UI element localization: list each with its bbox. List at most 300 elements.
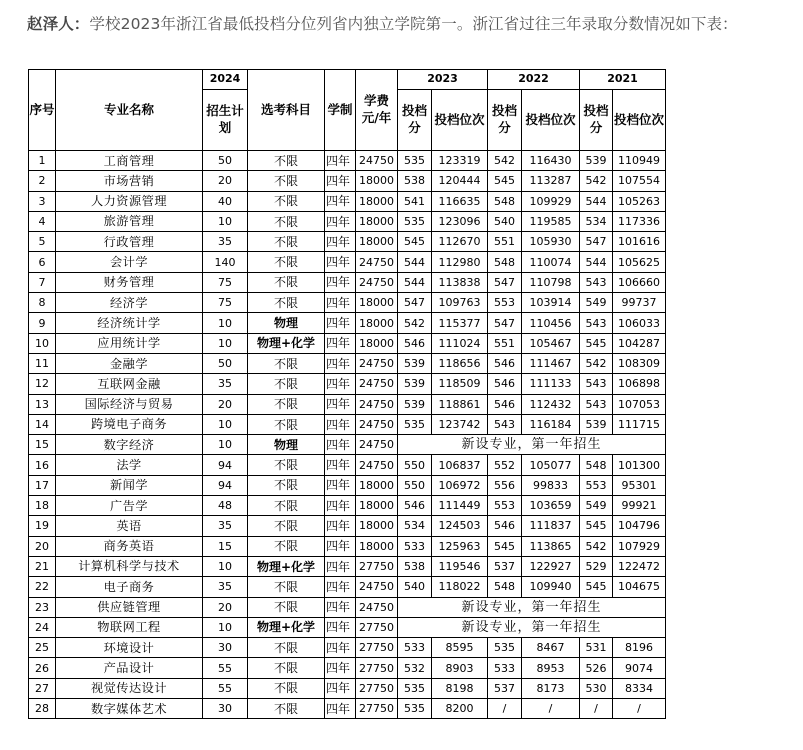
table-row: [29, 435, 666, 455]
major-name: 应用统计学: [56, 333, 203, 353]
rank-2021: 101616: [613, 232, 666, 252]
table-row: [29, 699, 666, 719]
score-2023: 535: [398, 151, 432, 171]
major-name: 财务管理: [56, 272, 203, 292]
rank-2023: 116635: [432, 191, 488, 211]
rank-2022: 116184: [522, 414, 580, 434]
duration: 四年: [325, 191, 356, 211]
major-name: 市场营销: [56, 171, 203, 191]
score-2021: 539: [580, 151, 613, 171]
rank-2023: 8200: [432, 699, 488, 719]
subject-requirement: 不限: [248, 678, 325, 698]
score-2021: 539: [580, 414, 613, 434]
major-name: 视觉传达设计: [56, 678, 203, 698]
rank-2021: 122472: [613, 556, 666, 576]
duration: 四年: [325, 536, 356, 556]
rank-2021: 106898: [613, 374, 666, 394]
table-row: [29, 252, 666, 272]
rank-2022: 110456: [522, 313, 580, 333]
rank-2023: 118022: [432, 577, 488, 597]
row-number: 20: [29, 536, 56, 556]
row-number: 10: [29, 333, 56, 353]
plan-count: 75: [203, 272, 248, 292]
rank-2021: 106033: [613, 313, 666, 333]
major-name: 环境设计: [56, 638, 203, 658]
row-number: 14: [29, 414, 56, 434]
score-2023: 546: [398, 333, 432, 353]
header-year-2021: 2021: [580, 70, 666, 90]
plan-count: 10: [203, 313, 248, 333]
table-row: [29, 536, 666, 556]
table-row: [29, 678, 666, 698]
score-2021: 545: [580, 577, 613, 597]
score-2023: 541: [398, 191, 432, 211]
rank-2023: 123319: [432, 151, 488, 171]
major-name: 经济统计学: [56, 313, 203, 333]
score-2022: 546: [488, 374, 522, 394]
plan-count: 15: [203, 536, 248, 556]
subject-requirement: 不限: [248, 577, 325, 597]
row-number: 8: [29, 293, 56, 313]
duration: 四年: [325, 414, 356, 434]
rank-2022: 111133: [522, 374, 580, 394]
score-2021: 549: [580, 496, 613, 516]
rank-2023: 123096: [432, 211, 488, 231]
tuition-fee: 18000: [356, 211, 398, 231]
rank-2022: /: [522, 699, 580, 719]
subject-requirement: 不限: [248, 536, 325, 556]
row-number: 9: [29, 313, 56, 333]
major-name: 会计学: [56, 252, 203, 272]
row-number: 23: [29, 597, 56, 617]
major-name: 人力资源管理: [56, 191, 203, 211]
rank-2022: 113287: [522, 171, 580, 191]
duration: 四年: [325, 516, 356, 536]
score-2022: 553: [488, 496, 522, 516]
header-score-2021: 投档分: [580, 90, 613, 151]
major-name: 广告学: [56, 496, 203, 516]
admission-score-table: [28, 69, 666, 719]
major-name: 新闻学: [56, 475, 203, 495]
score-2022: 540: [488, 211, 522, 231]
plan-count: 55: [203, 658, 248, 678]
row-number: 26: [29, 658, 56, 678]
row-number: 15: [29, 435, 56, 455]
header-fee: 学费元/年: [356, 70, 398, 151]
major-name: 数字媒体艺术: [56, 699, 203, 719]
score-2022: 553: [488, 293, 522, 313]
subject-requirement: 不限: [248, 374, 325, 394]
subject-requirement: 不限: [248, 252, 325, 272]
score-2021: 544: [580, 191, 613, 211]
tuition-fee: 27750: [356, 658, 398, 678]
row-number: 22: [29, 577, 56, 597]
row-number: 6: [29, 252, 56, 272]
rank-2022: 103914: [522, 293, 580, 313]
rank-2023: 8595: [432, 638, 488, 658]
score-2022: 547: [488, 272, 522, 292]
rank-2022: 109940: [522, 577, 580, 597]
row-number: 13: [29, 394, 56, 414]
rank-2021: 107929: [613, 536, 666, 556]
major-name: 数字经济: [56, 435, 203, 455]
tuition-fee: 24750: [356, 455, 398, 475]
row-number: 12: [29, 374, 56, 394]
duration: 四年: [325, 597, 356, 617]
score-2022: 551: [488, 232, 522, 252]
rank-2021: 105625: [613, 252, 666, 272]
tuition-fee: 18000: [356, 171, 398, 191]
score-2022: 551: [488, 333, 522, 353]
table-row: [29, 353, 666, 373]
major-name: 物联网工程: [56, 617, 203, 637]
tuition-fee: 27750: [356, 638, 398, 658]
score-2022: 548: [488, 191, 522, 211]
score-2021: 547: [580, 232, 613, 252]
rank-2022: 103659: [522, 496, 580, 516]
header-rank-2022: 投档位次: [522, 90, 580, 151]
score-2022: 556: [488, 475, 522, 495]
major-name: 法学: [56, 455, 203, 475]
subject-requirement: 不限: [248, 232, 325, 252]
header-score-2022: 投档分: [488, 90, 522, 151]
table-row: [29, 638, 666, 658]
rank-2021: 117336: [613, 211, 666, 231]
duration: 四年: [325, 394, 356, 414]
table-row: [29, 313, 666, 333]
rank-2022: 112432: [522, 394, 580, 414]
tuition-fee: 24750: [356, 151, 398, 171]
duration: 四年: [325, 435, 356, 455]
header-subjects: 选考科目: [248, 70, 325, 151]
subject-requirement: 不限: [248, 455, 325, 475]
score-2023: 538: [398, 556, 432, 576]
rank-2022: 122927: [522, 556, 580, 576]
tuition-fee: 18000: [356, 313, 398, 333]
plan-count: 50: [203, 353, 248, 373]
rank-2022: 8467: [522, 638, 580, 658]
plan-count: 50: [203, 151, 248, 171]
duration: 四年: [325, 475, 356, 495]
rank-2023: 115377: [432, 313, 488, 333]
score-2023: 545: [398, 232, 432, 252]
plan-count: 140: [203, 252, 248, 272]
duration: 四年: [325, 333, 356, 353]
table-row: [29, 597, 666, 617]
table-row: [29, 617, 666, 637]
major-name: 商务英语: [56, 536, 203, 556]
tuition-fee: 18000: [356, 333, 398, 353]
score-2022: 546: [488, 353, 522, 373]
rank-2022: 110074: [522, 252, 580, 272]
rank-2021: 107053: [613, 394, 666, 414]
header-major: 专业名称: [56, 70, 203, 151]
table-row: [29, 516, 666, 536]
tuition-fee: 18000: [356, 536, 398, 556]
duration: 四年: [325, 699, 356, 719]
score-2022: 552: [488, 455, 522, 475]
rank-2023: 8903: [432, 658, 488, 678]
score-2021: 534: [580, 211, 613, 231]
duration: 四年: [325, 353, 356, 373]
table-row: [29, 414, 666, 434]
score-2023: 550: [398, 475, 432, 495]
plan-count: 30: [203, 699, 248, 719]
rank-2021: 104675: [613, 577, 666, 597]
duration: 四年: [325, 617, 356, 637]
major-name: 国际经济与贸易: [56, 394, 203, 414]
score-2022: 543: [488, 414, 522, 434]
row-number: 24: [29, 617, 56, 637]
score-2021: 530: [580, 678, 613, 698]
plan-count: 20: [203, 394, 248, 414]
rank-2022: 109929: [522, 191, 580, 211]
score-2023: 533: [398, 638, 432, 658]
subject-requirement: 物理+化学: [248, 333, 325, 353]
table-row: [29, 171, 666, 191]
tuition-fee: 18000: [356, 293, 398, 313]
rank-2021: 108309: [613, 353, 666, 373]
score-2023: 538: [398, 171, 432, 191]
plan-count: 30: [203, 638, 248, 658]
duration: 四年: [325, 272, 356, 292]
new-major-note: 新设专业，第一年招生: [398, 617, 666, 637]
rank-2023: 118861: [432, 394, 488, 414]
score-2021: 544: [580, 252, 613, 272]
plan-count: 35: [203, 577, 248, 597]
score-2021: 543: [580, 272, 613, 292]
rank-2021: 106660: [613, 272, 666, 292]
score-2023: 535: [398, 211, 432, 231]
major-name: 供应链管理: [56, 597, 203, 617]
rank-2023: 112670: [432, 232, 488, 252]
header-score-2023: 投档分: [398, 90, 432, 151]
table-row: [29, 496, 666, 516]
score-2022: 535: [488, 638, 522, 658]
rank-2023: 124503: [432, 516, 488, 536]
author-name: 赵泽人：: [27, 15, 90, 33]
tuition-fee: 18000: [356, 496, 398, 516]
subject-requirement: 不限: [248, 699, 325, 719]
header-year-2024: 2024: [203, 70, 248, 90]
table-row: [29, 272, 666, 292]
rank-2023: 109763: [432, 293, 488, 313]
rank-2021: 95301: [613, 475, 666, 495]
header-year-2023: 2023: [398, 70, 488, 90]
rank-2022: 113865: [522, 536, 580, 556]
tuition-fee: 24750: [356, 435, 398, 455]
header-plan: 招生计划: [203, 90, 248, 151]
score-2022: 548: [488, 577, 522, 597]
duration: 四年: [325, 678, 356, 698]
score-2021: /: [580, 699, 613, 719]
rank-2023: 120444: [432, 171, 488, 191]
subject-requirement: 不限: [248, 353, 325, 373]
score-2021: 545: [580, 333, 613, 353]
score-2023: 544: [398, 252, 432, 272]
major-name: 英语: [56, 516, 203, 536]
duration: 四年: [325, 151, 356, 171]
score-2023: 535: [398, 699, 432, 719]
plan-count: 20: [203, 597, 248, 617]
plan-count: 10: [203, 333, 248, 353]
tuition-fee: 24750: [356, 272, 398, 292]
rank-2023: 111024: [432, 333, 488, 353]
score-2022: 547: [488, 313, 522, 333]
tuition-fee: 24750: [356, 374, 398, 394]
subject-requirement: 物理: [248, 313, 325, 333]
plan-count: 94: [203, 455, 248, 475]
major-name: 行政管理: [56, 232, 203, 252]
subject-requirement: 不限: [248, 191, 325, 211]
duration: 四年: [325, 252, 356, 272]
major-name: 互联网金融: [56, 374, 203, 394]
duration: 四年: [325, 556, 356, 576]
rank-2022: 8953: [522, 658, 580, 678]
rank-2022: 8173: [522, 678, 580, 698]
subject-requirement: 不限: [248, 496, 325, 516]
score-2021: 543: [580, 394, 613, 414]
row-number: 7: [29, 272, 56, 292]
subject-requirement: 不限: [248, 516, 325, 536]
subject-requirement: 物理: [248, 435, 325, 455]
row-number: 4: [29, 211, 56, 231]
table-body: [29, 151, 666, 719]
table-row: [29, 556, 666, 576]
row-number: 3: [29, 191, 56, 211]
new-major-note: 新设专业，第一年招生: [398, 597, 666, 617]
subject-requirement: 不限: [248, 151, 325, 171]
plan-count: 55: [203, 678, 248, 698]
tuition-fee: 18000: [356, 191, 398, 211]
plan-count: 48: [203, 496, 248, 516]
subject-requirement: 物理+化学: [248, 556, 325, 576]
plan-count: 10: [203, 211, 248, 231]
rank-2021: 8334: [613, 678, 666, 698]
score-2023: 534: [398, 516, 432, 536]
subject-requirement: 不限: [248, 293, 325, 313]
intro-text: 学校2023年浙江省最低投档分位列省内独立学院第一。浙江省过往三年录取分数情况如下表：: [89, 15, 738, 33]
table-row: [29, 658, 666, 678]
duration: 四年: [325, 496, 356, 516]
rank-2022: 105077: [522, 455, 580, 475]
rank-2023: 113838: [432, 272, 488, 292]
score-2021: 531: [580, 638, 613, 658]
rank-2022: 99833: [522, 475, 580, 495]
table-row: [29, 151, 666, 171]
rank-2023: 106972: [432, 475, 488, 495]
rank-2023: 118509: [432, 374, 488, 394]
score-2022: 542: [488, 151, 522, 171]
plan-count: 10: [203, 617, 248, 637]
subject-requirement: 不限: [248, 638, 325, 658]
score-2023: 540: [398, 577, 432, 597]
tuition-fee: 24750: [356, 252, 398, 272]
major-name: 跨境电子商务: [56, 414, 203, 434]
score-2022: 545: [488, 536, 522, 556]
row-number: 11: [29, 353, 56, 373]
score-2022: 533: [488, 658, 522, 678]
score-2021: 543: [580, 313, 613, 333]
rank-2022: 111837: [522, 516, 580, 536]
tuition-fee: 24750: [356, 597, 398, 617]
plan-count: 40: [203, 191, 248, 211]
rank-2021: 99921: [613, 496, 666, 516]
tuition-fee: 27750: [356, 556, 398, 576]
score-2023: 535: [398, 414, 432, 434]
header-duration: 学制: [325, 70, 356, 151]
table-row: [29, 475, 666, 495]
duration: 四年: [325, 638, 356, 658]
duration: 四年: [325, 293, 356, 313]
score-2022: 546: [488, 516, 522, 536]
major-name: 产品设计: [56, 658, 203, 678]
plan-count: 20: [203, 171, 248, 191]
duration: 四年: [325, 232, 356, 252]
rank-2023: 8198: [432, 678, 488, 698]
subject-requirement: 不限: [248, 658, 325, 678]
score-2021: 549: [580, 293, 613, 313]
duration: 四年: [325, 658, 356, 678]
subject-requirement: 不限: [248, 414, 325, 434]
row-number: 2: [29, 171, 56, 191]
rank-2023: 112980: [432, 252, 488, 272]
rank-2023: 111449: [432, 496, 488, 516]
score-2022: 548: [488, 252, 522, 272]
row-number: 5: [29, 232, 56, 252]
score-2021: 553: [580, 475, 613, 495]
rank-2021: 104287: [613, 333, 666, 353]
rank-2021: /: [613, 699, 666, 719]
rank-2022: 105467: [522, 333, 580, 353]
duration: 四年: [325, 171, 356, 191]
rank-2023: 118656: [432, 353, 488, 373]
subject-requirement: 不限: [248, 272, 325, 292]
row-number: 27: [29, 678, 56, 698]
subject-requirement: 不限: [248, 475, 325, 495]
rank-2022: 105930: [522, 232, 580, 252]
major-name: 工商管理: [56, 151, 203, 171]
tuition-fee: 18000: [356, 232, 398, 252]
row-number: 19: [29, 516, 56, 536]
tuition-fee: 24750: [356, 577, 398, 597]
major-name: 经济学: [56, 293, 203, 313]
subject-requirement: 不限: [248, 211, 325, 231]
header-rank-2021: 投档位次: [613, 90, 666, 151]
rank-2022: 116430: [522, 151, 580, 171]
score-2021: 542: [580, 171, 613, 191]
score-2023: 539: [398, 353, 432, 373]
table-row: [29, 374, 666, 394]
plan-count: 35: [203, 232, 248, 252]
tuition-fee: 18000: [356, 475, 398, 495]
table-row: [29, 293, 666, 313]
rank-2021: 99737: [613, 293, 666, 313]
tuition-fee: 27750: [356, 699, 398, 719]
rank-2021: 110949: [613, 151, 666, 171]
score-2023: 539: [398, 394, 432, 414]
table-row: [29, 211, 666, 231]
row-number: 16: [29, 455, 56, 475]
score-2022: 537: [488, 556, 522, 576]
rank-2023: 106837: [432, 455, 488, 475]
plan-count: 10: [203, 435, 248, 455]
tuition-fee: 18000: [356, 516, 398, 536]
tuition-fee: 27750: [356, 617, 398, 637]
score-2022: /: [488, 699, 522, 719]
table-row: [29, 232, 666, 252]
major-name: 计算机科学与技术: [56, 556, 203, 576]
